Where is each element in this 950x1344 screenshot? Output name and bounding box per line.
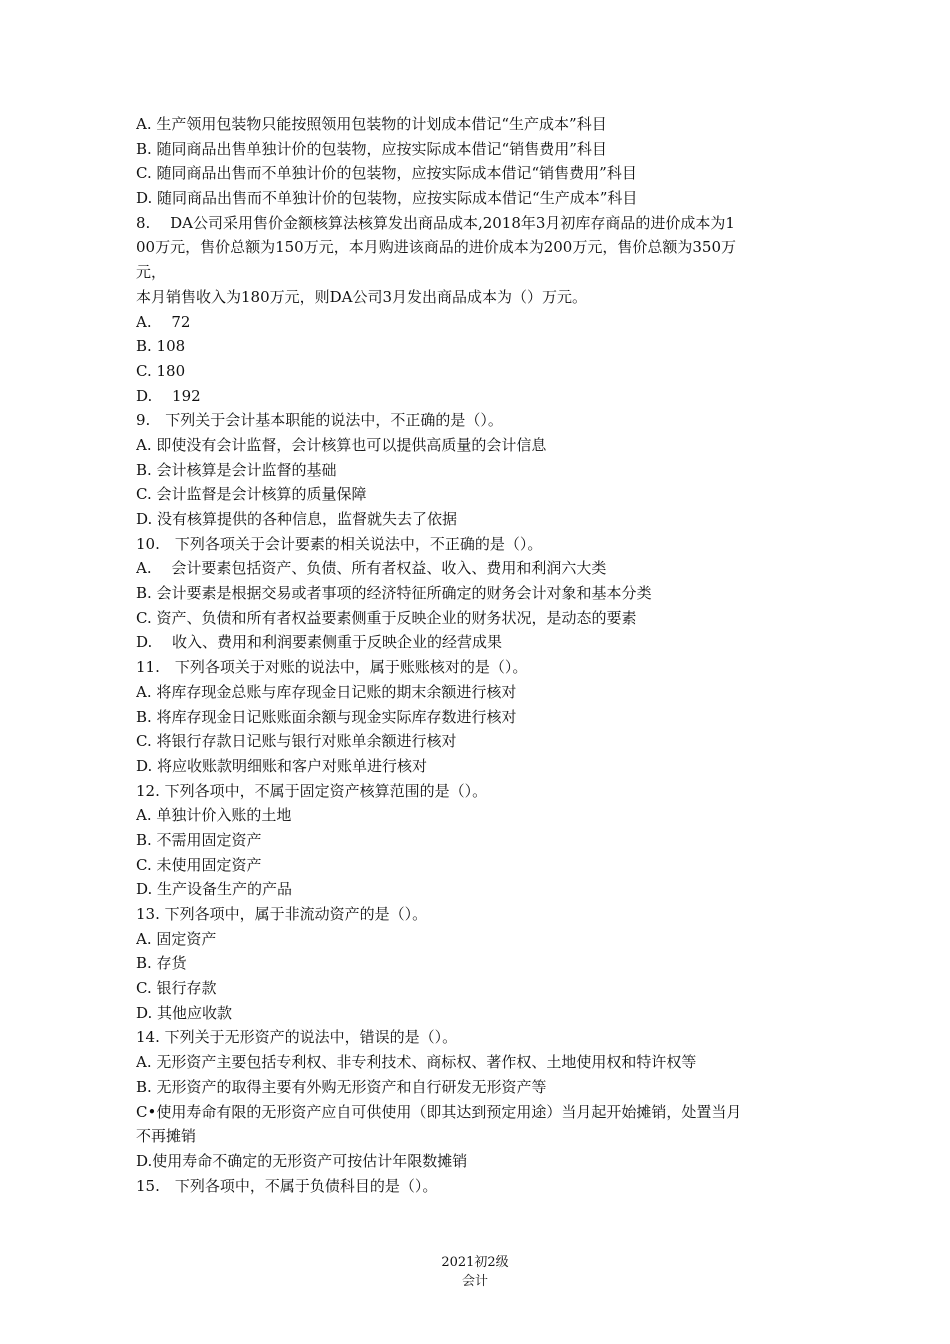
text-line: D. 随同商品出售而不单独计价的包装物，应按实际成本借记“生产成本”科目 — [136, 189, 638, 208]
option-b: B. 不需用固定资产 — [136, 830, 262, 849]
text-line: B. 随同商品出售单独计价的包装物，应按实际成本借记“销售费用”科目 — [136, 139, 607, 158]
option-a: A. 无形资产主要包括专利权、非专利技术、商标权、著作权、土地使用权和特许权等 — [136, 1053, 697, 1072]
option-c: C•使用寿命有限的无形资产应自可供使用（即其达到预定用途）当月起开始摊销，处置当月 — [136, 1102, 742, 1121]
option-a: A. 将库存现金总账与库存现金日记账的期末余额进行核对 — [136, 682, 517, 701]
option-d: D. 将应收账款明细账和客户对账单进行核对 — [136, 756, 428, 775]
option-b: B. 108 — [136, 337, 186, 356]
option-a: A. 即使没有会计监督，会计核算也可以提供高质量的会计信息 — [136, 435, 547, 454]
option-a: A. 固定资产 — [136, 929, 217, 948]
option-d: D. 192 — [136, 386, 201, 405]
question-15-text: 15. 下列各项中，不属于负债科目的是（）。 — [136, 1176, 438, 1195]
option-b: B. 存货 — [136, 954, 187, 973]
text-line: C. 随同商品出售而不单独计价的包装物，应按实际成本借记“销售费用”科目 — [136, 164, 637, 183]
option-d: D. 收入、费用和利润要素侧重于反映企业的经营成果 — [136, 633, 503, 652]
option-c: C. 未使用固定资产 — [136, 855, 262, 874]
question-11-text: 11. 下列各项关于对账的说法中，属于账账核对的是（）。 — [136, 658, 528, 677]
footer-year-level: 2021初2级 — [441, 1255, 509, 1270]
text-line: 本月销售收入为180万元，则DA公司3月发出商品成本为（）万元。 — [136, 287, 588, 306]
text-line: A. 生产领用包装物只能按照领用包装物的计划成本借记“生产成本”科目 — [136, 115, 607, 133]
option-c: C. 资产、负债和所有者权益要素侧重于反映企业的财务状况，是动态的要素 — [136, 608, 637, 627]
text-line: 不再摊销 — [136, 1127, 197, 1146]
option-d: D. 其他应收款 — [136, 1003, 233, 1022]
option-b: B. 无形资产的取得主要有外购无形资产和自行研发无形资产等 — [136, 1077, 547, 1096]
option-c: C. 180 — [136, 361, 186, 380]
option-a: A. 72 — [136, 312, 191, 331]
question-13-text: 13. 下列各项中，属于非流动资产的是（）。 — [136, 905, 428, 923]
question-9-text: 9. 下列关于会计基本职能的说法中，不正确的是（）。 — [136, 411, 503, 430]
option-a: A. 单独计价入账的土地 — [136, 806, 292, 825]
question-8-text: 8. DA公司采用售价金额核算法核算发出商品成本,2018年3月初库存商品的进价成本为1 — [136, 213, 735, 232]
option-b: B. 会计核算是会计监督的基础 — [136, 460, 337, 479]
document-body — [136, 112, 826, 1198]
option-c: C. 将银行存款日记账与银行对账单余额进行核对 — [136, 732, 457, 751]
option-c: C. 会计监督是会计核算的质量保障 — [136, 485, 367, 504]
option-b: B. 将库存现金日记账账面余额与现金实际库存数进行核对 — [136, 707, 517, 726]
option-c: C. 银行存款 — [136, 979, 217, 998]
option-b: B. 会计要素是根据交易或者事项的经济特征所确定的财务会计对象和基本分类 — [136, 584, 652, 603]
text-line: 元， — [136, 263, 167, 282]
footer-subject: 会计 — [461, 1274, 488, 1289]
option-d: D. 生产设备生产的产品 — [136, 880, 293, 899]
option-a: A. 会计要素包括资产、负债、所有者权益、收入、费用和利润六大类 — [136, 559, 607, 578]
option-d: D.使用寿命不确定的无形资产可按估计年限数摊销 — [136, 1151, 468, 1170]
question-12-text: 12. 下列各项中，不属于固定资产核算范围的是（）。 — [136, 781, 488, 800]
question-14-text: 14. 下列关于无形资产的说法中，错误的是（）。 — [136, 1028, 458, 1047]
text-line: 00万元，售价总额为150万元，本月购进该商品的进价成本为200万元，售价总额为350万 — [136, 238, 736, 257]
option-d: D. 没有核算提供的各种信息，监督就失去了依据 — [136, 510, 458, 528]
question-10-text: 10. 下列各项关于会计要素的相关说法中，不正确的是（）。 — [136, 534, 543, 553]
